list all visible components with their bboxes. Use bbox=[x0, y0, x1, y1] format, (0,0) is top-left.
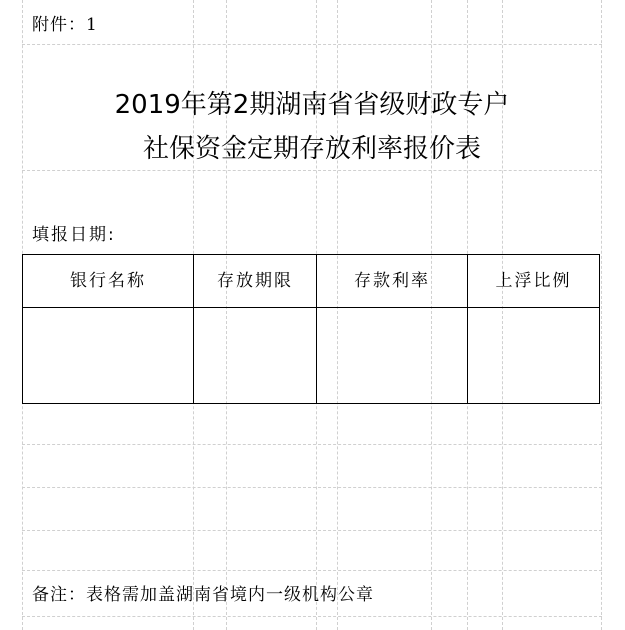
gridline bbox=[22, 444, 602, 445]
table-cell-deposit-term[interactable] bbox=[194, 308, 316, 404]
table-cell-float-ratio[interactable] bbox=[468, 308, 599, 404]
gridline bbox=[22, 44, 602, 45]
footnote: 备注：表格需加盖湖南省境内一级机构公章 bbox=[32, 585, 374, 605]
title-line-1: 2019年第2期湖南省省级财政专户 bbox=[114, 90, 510, 120]
column-header-interest-rate: 存款利率 bbox=[354, 271, 430, 291]
table-cell-interest-rate[interactable] bbox=[317, 308, 467, 404]
gridline bbox=[22, 616, 602, 617]
quote-table bbox=[22, 254, 600, 404]
column-header-bank-name: 银行名称 bbox=[70, 271, 146, 291]
fill-date-label: 填报日期: bbox=[32, 225, 116, 245]
table-cell-bank-name[interactable] bbox=[23, 308, 193, 404]
column-header-deposit-term: 存放期限 bbox=[217, 271, 293, 291]
gridline bbox=[22, 530, 602, 531]
gridline bbox=[22, 570, 602, 571]
column-header-float-ratio: 上浮比例 bbox=[495, 271, 572, 291]
gridline bbox=[22, 487, 602, 488]
gridline bbox=[22, 170, 602, 171]
title-line-2: 社保资金定期存放利率报价表 bbox=[142, 134, 481, 164]
attachment-label: 附件：1 bbox=[32, 15, 98, 35]
